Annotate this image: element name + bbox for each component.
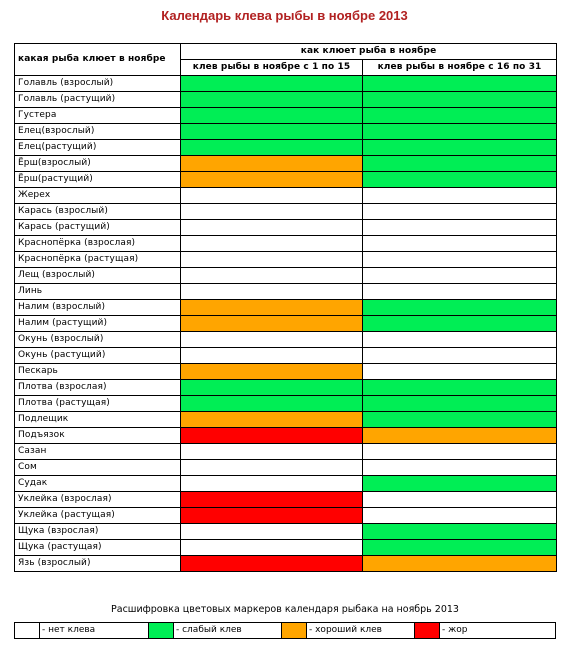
fish-name-cell: Лещ (взрослый): [15, 268, 181, 284]
legend-label-weak: - слабый клев: [174, 623, 282, 639]
fish-name-cell: Плотва (растущая): [15, 396, 181, 412]
period1-bite-cell: [181, 556, 363, 572]
fish-name-cell: Окунь (растущий): [15, 348, 181, 364]
period2-bite-cell: [363, 476, 557, 492]
table-row: [15, 236, 557, 252]
period2-bite-cell: [363, 412, 557, 428]
period1-bite-cell: [181, 140, 363, 156]
table-row: [15, 268, 557, 284]
legend-label-strong: - жор: [440, 623, 556, 639]
period1-bite-cell: [181, 204, 363, 220]
period2-bite-cell: [363, 556, 557, 572]
period2-bite-cell: [363, 140, 557, 156]
table-row: [15, 156, 557, 172]
fish-name-cell: Подлещик: [15, 412, 181, 428]
period2-bite-cell: [363, 188, 557, 204]
period1-bite-cell: [181, 364, 363, 380]
fish-name-cell: Судак: [15, 476, 181, 492]
legend-swatch-good: [282, 623, 307, 639]
period2-bite-cell: [363, 508, 557, 524]
fish-name-cell: Язь (взрослый): [15, 556, 181, 572]
period1-bite-cell: [181, 460, 363, 476]
legend-swatch-weak: [149, 623, 174, 639]
table-row: [15, 460, 557, 476]
table-row: [15, 220, 557, 236]
table-row: [15, 140, 557, 156]
period1-bite-cell: [181, 284, 363, 300]
period1-bite-cell: [181, 476, 363, 492]
calendar-body: [15, 76, 557, 572]
period2-bite-cell: [363, 124, 557, 140]
table-row: [15, 252, 557, 268]
period2-bite-cell: [363, 284, 557, 300]
period1-bite-cell: [181, 508, 363, 524]
period2-bite-cell: [363, 108, 557, 124]
period2-bite-cell: [363, 460, 557, 476]
fish-name-cell: Подъязок: [15, 428, 181, 444]
period1-bite-cell: [181, 300, 363, 316]
period2-bite-cell: [363, 204, 557, 220]
fish-column-header: какая рыба клюет в ноябре: [15, 44, 181, 76]
period2-bite-cell: [363, 492, 557, 508]
table-header-row: [15, 44, 557, 60]
fish-name-cell: Карась (взрослый): [15, 204, 181, 220]
table-row: [15, 524, 557, 540]
period1-bite-cell: [181, 220, 363, 236]
period2-bite-cell: [363, 540, 557, 556]
period2-bite-cell: [363, 428, 557, 444]
legend-label-none: - нет клева: [40, 623, 149, 639]
fish-name-cell: Сом: [15, 460, 181, 476]
bite-calendar-table: [14, 43, 557, 572]
table-row: [15, 492, 557, 508]
fish-name-cell: Щука (взрослая): [15, 524, 181, 540]
period2-bite-cell: [363, 92, 557, 108]
table-row: [15, 124, 557, 140]
period2-bite-cell: [363, 332, 557, 348]
period1-bite-cell: [181, 524, 363, 540]
period2-bite-cell: [363, 300, 557, 316]
fish-name-cell: Карась (растущий): [15, 220, 181, 236]
fish-name-cell: Голавль (растущий): [15, 92, 181, 108]
fish-name-cell: Плотва (взрослая): [15, 380, 181, 396]
period2-bite-cell: [363, 444, 557, 460]
fish-name-cell: Линь: [15, 284, 181, 300]
fish-name-cell: Краснопёрка (взрослая): [15, 236, 181, 252]
period1-bite-cell: [181, 540, 363, 556]
fish-name-cell: Уклейка (растущая): [15, 508, 181, 524]
fish-name-cell: Окунь (взрослый): [15, 332, 181, 348]
period1-bite-cell: [181, 124, 363, 140]
period1-bite-cell: [181, 76, 363, 92]
period1-bite-cell: [181, 380, 363, 396]
table-row: [15, 428, 557, 444]
fish-name-cell: Голавль (взрослый): [15, 76, 181, 92]
period2-bite-cell: [363, 524, 557, 540]
period1-bite-cell: [181, 492, 363, 508]
fish-name-cell: Елец(растущий): [15, 140, 181, 156]
period2-bite-cell: [363, 220, 557, 236]
period2-bite-cell: [363, 396, 557, 412]
table-row: [15, 540, 557, 556]
period2-bite-cell: [363, 172, 557, 188]
legend-swatch-strong: [415, 623, 440, 639]
table-row: [15, 172, 557, 188]
table-row: [15, 188, 557, 204]
table-row: [15, 108, 557, 124]
period1-bite-cell: [181, 108, 363, 124]
period2-bite-cell: [363, 348, 557, 364]
period1-bite-cell: [181, 444, 363, 460]
period1-bite-cell: [181, 396, 363, 412]
table-row: [15, 76, 557, 92]
period1-bite-cell: [181, 188, 363, 204]
legend-label-good: - хороший клев: [307, 623, 415, 639]
fish-name-cell: Ёрш(взрослый): [15, 156, 181, 172]
period2-bite-cell: [363, 316, 557, 332]
table-row: [15, 92, 557, 108]
legend-row: [15, 623, 556, 639]
fish-name-cell: Налим (растущий): [15, 316, 181, 332]
table-row: [15, 300, 557, 316]
fish-name-cell: Налим (взрослый): [15, 300, 181, 316]
table-row: [15, 348, 557, 364]
fish-name-cell: Уклейка (взрослая): [15, 492, 181, 508]
period1-bite-cell: [181, 236, 363, 252]
period1-header: клев рыбы в ноябре с 1 по 15: [181, 60, 363, 76]
table-row: [15, 412, 557, 428]
table-row: [15, 508, 557, 524]
period1-bite-cell: [181, 428, 363, 444]
period1-bite-cell: [181, 252, 363, 268]
table-row: [15, 332, 557, 348]
period1-bite-cell: [181, 332, 363, 348]
period2-bite-cell: [363, 76, 557, 92]
fish-name-cell: Елец(взрослый): [15, 124, 181, 140]
table-row: [15, 364, 557, 380]
fish-name-cell: Ёрш(растущий): [15, 172, 181, 188]
color-legend: [14, 622, 556, 639]
table-row: [15, 556, 557, 572]
period1-bite-cell: [181, 92, 363, 108]
fish-name-cell: Пескарь: [15, 364, 181, 380]
legend-caption: Расшифровка цветовых маркеров календаря рыбака на ноябрь 2013: [111, 604, 459, 615]
fish-name-cell: Жерех: [15, 188, 181, 204]
fish-name-cell: Краснопёрка (растущая): [15, 252, 181, 268]
table-row: [15, 284, 557, 300]
period2-bite-cell: [363, 252, 557, 268]
fish-name-cell: Густера: [15, 108, 181, 124]
table-row: [15, 476, 557, 492]
legend-swatch-none: [15, 623, 40, 639]
period2-bite-cell: [363, 156, 557, 172]
page-title: Календарь клева рыбы в ноябре 2013: [161, 8, 408, 23]
period2-bite-cell: [363, 364, 557, 380]
period2-bite-cell: [363, 380, 557, 396]
period1-bite-cell: [181, 172, 363, 188]
table-row: [15, 380, 557, 396]
table-row: [15, 396, 557, 412]
period1-bite-cell: [181, 348, 363, 364]
table-row: [15, 204, 557, 220]
period2-bite-cell: [363, 236, 557, 252]
table-row: [15, 316, 557, 332]
period1-bite-cell: [181, 268, 363, 284]
period1-bite-cell: [181, 316, 363, 332]
period2-header: клев рыбы в ноябре с 16 по 31: [363, 60, 557, 76]
period1-bite-cell: [181, 412, 363, 428]
fish-name-cell: Сазан: [15, 444, 181, 460]
fish-name-cell: Щука (растущая): [15, 540, 181, 556]
period1-bite-cell: [181, 156, 363, 172]
table-row: [15, 444, 557, 460]
bite-group-header: как клюет рыба в ноябре: [181, 44, 557, 60]
period2-bite-cell: [363, 268, 557, 284]
